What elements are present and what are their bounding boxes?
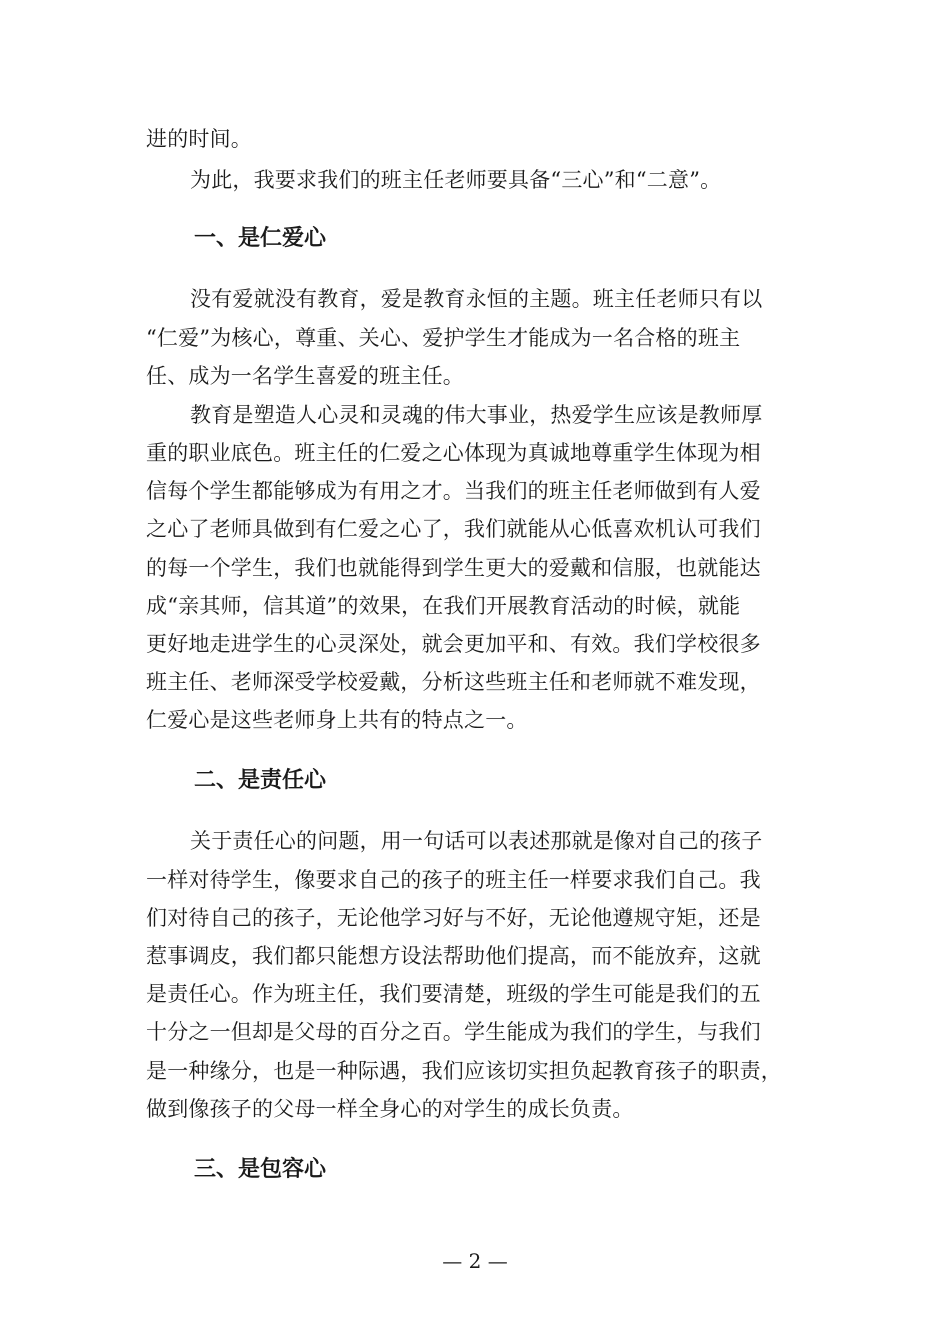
text-line: 做到像孩子的父母一样全身心的对学生的成长负责。 — [146, 1097, 634, 1121]
text-line: 更好地走进学生的心灵深处，就会更加平和、有效。我们学校很多 — [146, 632, 761, 656]
section-heading-1: 一、是仁爱心 — [194, 226, 327, 251]
text-line: 惹事调皮，我们都只能想方设法帮助他们提高，而不能放弃，这就 — [146, 944, 761, 968]
text-line: 是一种缘分，也是一种际遇，我们应该切实担负起教育孩子的职责， — [146, 1059, 782, 1083]
text-line: 仁爱心是这些老师身上共有的特点之一。 — [146, 708, 528, 732]
text-line: 班主任、老师深受学校爱戴，分析这些班主任和老师就不难发现， — [146, 670, 761, 694]
text-line: 信每个学生都能够成为有用之才。当我们的班主任老师做到有人爱 — [146, 479, 761, 503]
text-line: 教育是塑造人心灵和灵魂的伟大事业，热爱学生应该是教师厚 — [190, 403, 763, 427]
text-line: 十分之一但却是父母的百分之百。学生能成为我们的学生，与我们 — [146, 1020, 761, 1044]
section-heading-2: 二、是责任心 — [194, 768, 327, 793]
text-line: 为此，我要求我们的班主任老师要具备“三心”和“二意”。 — [190, 168, 722, 192]
text-line: 们对待自己的孩子，无论他学习好与不好，无论他遵规守矩，还是 — [146, 906, 761, 930]
text-line: 关于责任心的问题，用一句话可以表述那就是像对自己的孩子 — [190, 829, 763, 853]
text-line: 之心了老师具做到有仁爱之心了，我们就能从心低喜欢机认可我们 — [146, 517, 761, 541]
text-line: 一样对待学生，像要求自己的孩子的班主任一样要求我们自己。我 — [146, 868, 761, 892]
text-line: 任、成为一名学生喜爱的班主任。 — [146, 364, 464, 388]
text-line: 重的职业底色。班主任的仁爱之心体现为真诚地尊重学生体现为相 — [146, 441, 761, 465]
section-heading-3: 三、是包容心 — [194, 1157, 327, 1182]
page-number: — 2 — — [442, 1249, 508, 1273]
text-line: 没有爱就没有教育，爱是教育永恒的主题。班主任老师只有以 — [190, 287, 763, 311]
text-line: 的每一个学生，我们也就能得到学生更大的爱戴和信服，也就能达 — [146, 556, 761, 580]
text-line: 成“亲其师，信其道”的效果，在我们开展教育活动的时候，就能 — [146, 594, 741, 618]
text-line: 是责任心。作为班主任，我们要清楚，班级的学生可能是我们的五 — [146, 982, 761, 1006]
text-line: 进的时间。 — [146, 127, 252, 151]
text-line: “仁爱”为核心，尊重、关心、爱护学生才能成为一名合格的班主 — [146, 326, 741, 350]
